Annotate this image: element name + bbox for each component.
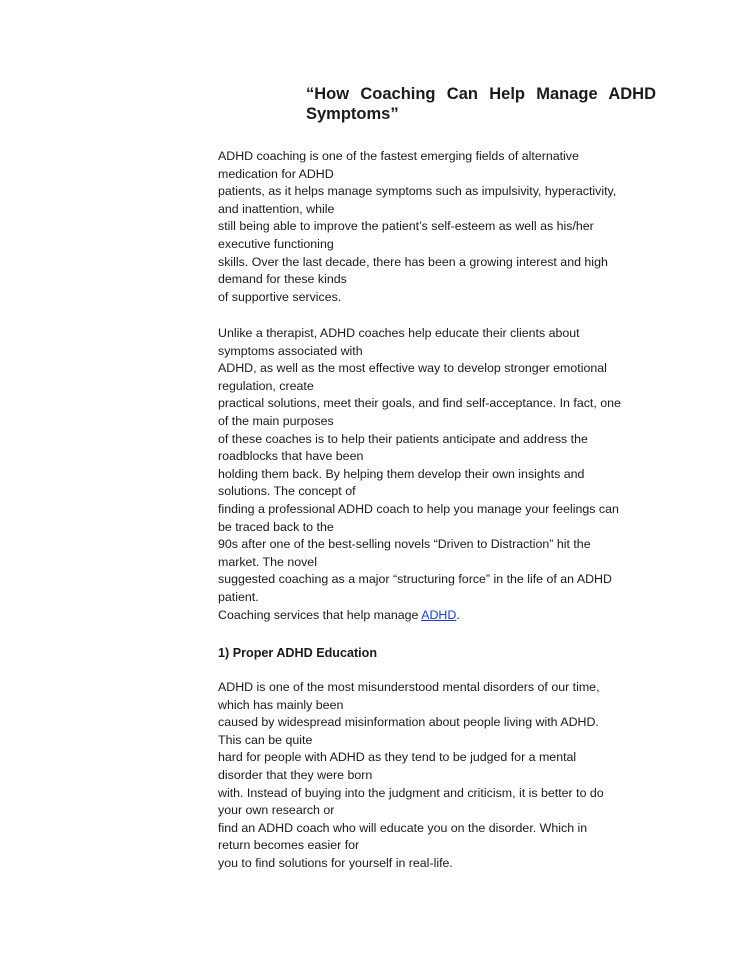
text-line: Unlike a therapist, ADHD coaches help educate their clients about	[218, 326, 580, 340]
text-line: of supportive services.	[218, 289, 342, 304]
closing-prefix: Coaching services that help manage	[218, 607, 422, 622]
text-line: with. Instead of buying into the judgment and criticism, it is better to do	[218, 785, 604, 800]
paragraph-2	[218, 325, 650, 624]
text-line: patient.	[218, 589, 259, 604]
text-line: regulation, create	[218, 378, 314, 393]
text-line: This can be quite	[218, 732, 313, 747]
text-line: solutions. The concept of	[218, 484, 356, 499]
text-line: caused by widespread misinformation about people living with ADHD.	[218, 715, 599, 730]
text-line: ADHD coaching is one of the fastest emerging fields of alternative	[218, 149, 579, 163]
text-line: holding them back. By helping them develop their own insights and	[218, 466, 585, 481]
text-line: hard for people with ADHD as they tend to be judged for a mental	[218, 750, 577, 765]
text-line: practical solutions, meet their goals, and find self-acceptance. In fact, one	[218, 396, 621, 411]
text-line: and inattention, while	[218, 201, 335, 216]
text-line: disorder that they were born	[218, 767, 373, 782]
text-line: market. The novel	[218, 554, 317, 569]
text-line: which has mainly been	[218, 697, 344, 712]
text-line: 90s after one of the best-selling novels “Driven to Distraction” hit the	[218, 537, 591, 552]
closing-line	[218, 607, 650, 625]
text-line: ADHD is one of the most misunderstood mental disorders of our time,	[218, 680, 600, 694]
text-line: still being able to improve the patient’s self-esteem as well as his/her	[218, 219, 594, 234]
text-line: medication for ADHD	[218, 166, 334, 181]
text-line: suggested coaching as a major “structuring force” in the life of an ADHD	[218, 572, 612, 587]
paragraph-1	[218, 148, 650, 306]
document-title	[306, 84, 656, 124]
text-line: of these coaches is to help their patients anticipate and address the	[218, 431, 588, 446]
paragraph-3	[218, 679, 650, 873]
text-line: be traced back to the	[218, 519, 334, 534]
text-line: of the main purposes	[218, 413, 334, 428]
text-line: roadblocks that have been	[218, 449, 364, 464]
text-line: you to find solutions for yourself in real-life.	[218, 855, 453, 870]
text-line: patients, as it helps manage symptoms such as impulsivity, hyperactivity,	[218, 184, 617, 199]
text-line: ADHD, as well as the most effective way to develop stronger emotional	[218, 361, 607, 376]
title-line-2: Symptoms”	[306, 105, 399, 123]
closing-suffix: .	[456, 607, 460, 622]
section-heading: 1) Proper ADHD Education	[218, 646, 378, 660]
text-line: return becomes easier for	[218, 838, 360, 853]
adhd-link[interactable]: ADHD	[421, 607, 457, 622]
title-line-1: “How Coaching Can Help Manage ADHD	[306, 85, 656, 103]
text-line: executive functioning	[218, 236, 334, 251]
text-line: demand for these kinds	[218, 272, 347, 287]
text-line: find an ADHD coach who will educate you on the disorder. Which in	[218, 820, 588, 835]
text-line: skills. Over the last decade, there has been a growing interest and high	[218, 254, 608, 269]
text-line: finding a professional ADHD coach to help you manage your feelings can	[218, 501, 619, 516]
text-line: your own research or	[218, 803, 335, 818]
text-line: symptoms associated with	[218, 343, 363, 358]
